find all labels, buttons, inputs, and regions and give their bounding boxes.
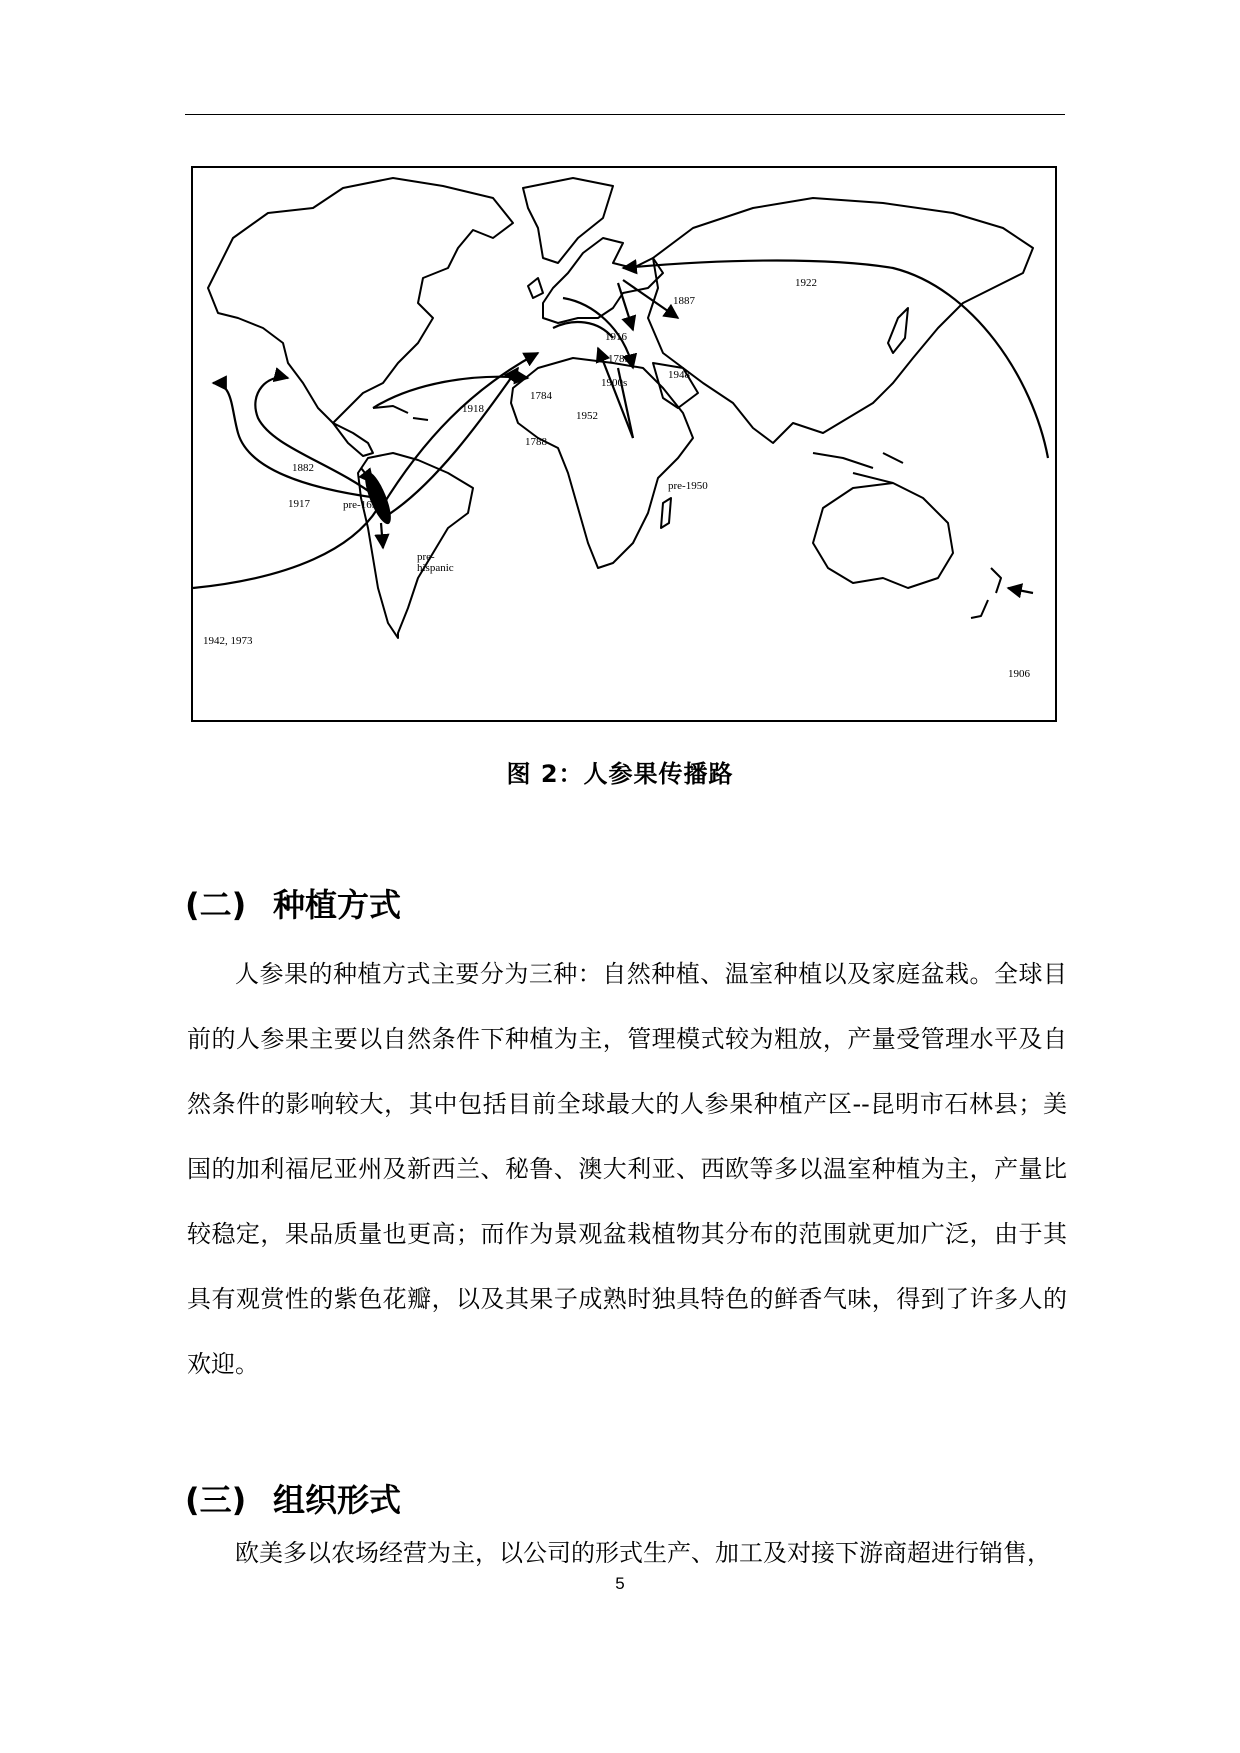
label-pre1950: pre-1950 xyxy=(668,480,708,492)
label-1900s: 1900s xyxy=(601,377,628,389)
japan-outline xyxy=(888,308,908,353)
label-1882: 1882 xyxy=(292,462,314,474)
central-america-outline xyxy=(333,423,373,456)
label-pre1650: pre-1650 xyxy=(343,499,383,511)
section-3-number: (三) xyxy=(185,1481,247,1519)
greenland-outline xyxy=(523,178,613,263)
section-2-number: (二) xyxy=(185,886,247,924)
label-1906: 1906 xyxy=(1008,668,1030,680)
label-1948: 1948 xyxy=(668,369,690,381)
europe-outline xyxy=(543,238,663,323)
british-isles xyxy=(528,278,543,298)
label-1785: 1785 xyxy=(608,353,630,365)
route-pre-hispanic xyxy=(381,523,383,548)
header-rule xyxy=(185,114,1065,115)
spread-routes xyxy=(193,261,1048,594)
new-zealand-outline xyxy=(971,568,1001,618)
label-1916: 1916 xyxy=(605,331,627,343)
label-1918: 1918 xyxy=(462,403,484,415)
year-labels xyxy=(203,277,1031,680)
route-1788 xyxy=(383,368,518,518)
label-1942-1973: 1942, 1973 xyxy=(203,635,253,647)
route-1785 xyxy=(553,322,613,338)
label-1887: 1887 xyxy=(673,295,695,307)
label-1952: 1952 xyxy=(576,410,598,422)
caribbean-islands xyxy=(373,406,428,420)
label-pre-hispanic-1: pre- xyxy=(417,551,435,563)
page-number: 5 xyxy=(615,1574,625,1593)
route-1887-south xyxy=(618,283,633,330)
section-2-heading xyxy=(185,880,401,926)
section-2-title: 种植方式 xyxy=(273,886,402,924)
figure-caption: 图 2：人参果传播路 xyxy=(506,760,734,788)
label-1917: 1917 xyxy=(288,498,310,510)
section-2-body xyxy=(187,942,1067,1397)
north-america-outline xyxy=(208,178,513,423)
spread-route-map xyxy=(191,166,1057,722)
madagascar-outline xyxy=(661,498,671,528)
label-1922: 1922 xyxy=(795,277,817,289)
label-pre-hispanic-2: hispanic xyxy=(417,562,454,574)
section-3-paragraph: 欧美多以农场经营为主，以公司的形式生产、加工及对接下游商超进行销售， xyxy=(235,1539,1051,1567)
section-3-title: 组织形式 xyxy=(273,1481,402,1519)
section-2-paragraph: 人参果的种植方式主要分为三种：自然种植、温室种植以及家庭盆栽。全球目前的人参果主要以自然条件下种植为主，管理模式较为粗放，产量受管理水平及自然条件的影响较大，其中包括目前全球最大的人参果种植产区--昆明市石林县；美国的加利福尼亚州及新西兰、秘鲁、澳大利亚、西欧等多以温室种植为主，产量比较稳定，果品质量也更高；而作为景观盆栽植物其分布的范围就更加广泛，由于其具有观赏性的紫色花瓣，以及其果子成熟时独具特色的鲜香气味，得到了许多人的欢迎。 xyxy=(187,960,1067,1378)
section-3-heading xyxy=(185,1475,401,1521)
label-1784: 1784 xyxy=(530,390,552,402)
asia-outline xyxy=(648,198,1033,443)
australia-outline xyxy=(813,483,953,588)
label-1788: 1788 xyxy=(525,436,547,448)
route-1918 xyxy=(373,377,528,408)
world-map xyxy=(193,168,1055,720)
indonesia-outline xyxy=(813,453,903,483)
route-1922 xyxy=(623,261,1048,459)
route-1942-1973 xyxy=(193,508,378,588)
route-1906 xyxy=(1008,588,1033,593)
